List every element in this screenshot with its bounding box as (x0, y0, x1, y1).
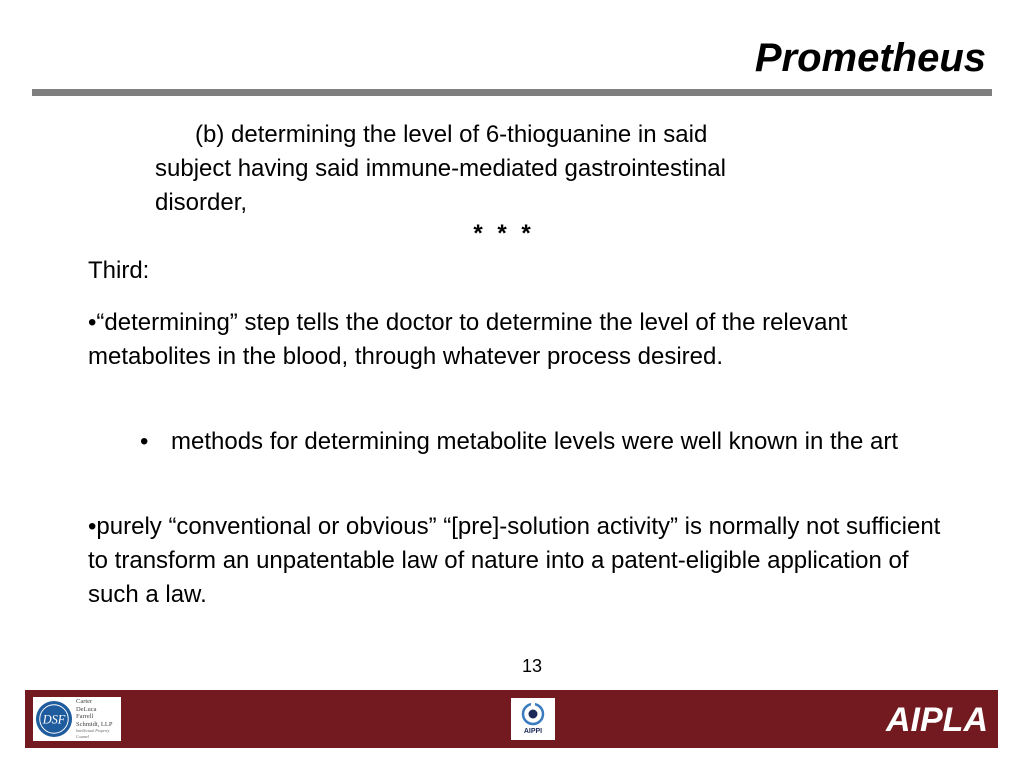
bullet-determining-step: •“determining” step tells the doctor to determine the level of the relevant metabolites in the blood, through whatever process desired. (88, 309, 848, 370)
footer-band (25, 690, 998, 748)
aippi-emblem-icon (520, 701, 546, 727)
aippi-wordmark: AIPPI (523, 728, 543, 735)
ellipsis-separator: * * * (473, 220, 535, 247)
title-divider (32, 89, 992, 96)
page-number: 13 (521, 656, 543, 676)
claim-line-3: disorder, (155, 189, 248, 216)
claim-line-2: subject having said immune-mediated gastrointestinal (155, 155, 726, 182)
sub-bullet-methods: methods for determining metabolite levels were well known in the art (171, 428, 899, 455)
bullet-conventional-activity: •purely “conventional or obvious” “[pre]-solution activity” is normally not sufficient to transform an unpatentable law of nature into a patent-eligible application of such a law. (88, 513, 941, 608)
claim-line-1: (b) determining the level of 6-thioguanine in said (195, 121, 708, 148)
aippi-logo (511, 698, 555, 740)
sub-bullet-marker: • (140, 428, 149, 455)
firm-logo (33, 697, 121, 741)
firm-name: Carter DeLuca Farrell Schmidt, LLP Intellectual Property Counsel (75, 698, 113, 739)
slide-title: Prometheus (754, 36, 986, 80)
claim-quote (155, 118, 855, 220)
firm-seal-icon (35, 699, 73, 739)
firm-monogram: DSF (42, 712, 66, 727)
section-heading: Third: (88, 257, 150, 284)
aipla-logo: AIPLA (886, 701, 988, 739)
